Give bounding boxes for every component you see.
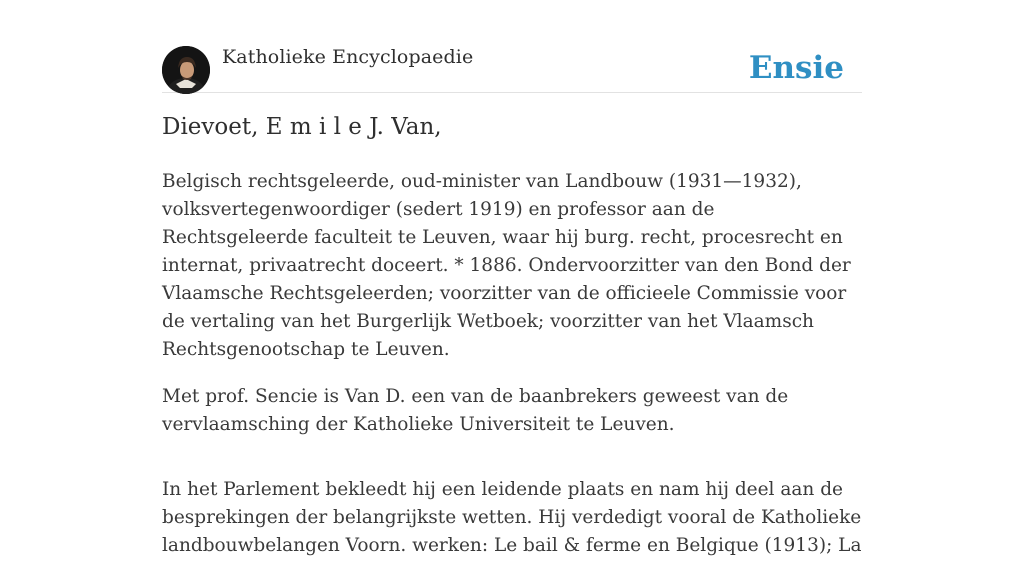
- site-title[interactable]: Katholieke Encyclopaedie: [222, 46, 474, 68]
- article-paragraph: In het Parlement bekleedt hij een leidende plaats en nam hij deel aan de besprekingen der belangrijkste wetten. Hij verdedigt vooral de Katholieke landbouwbelangen Voorn. werken: Le bail & ferme en Belgique (1913); La: [162, 479, 862, 556]
- brand-logo[interactable]: Ensie: [748, 50, 844, 86]
- article-paragraph: Met prof. Sencie is Van D. een van de baanbrekers geweest van de vervlaamsching der Katholieke Universiteit te Leuven.: [162, 386, 789, 435]
- article-paragraph: Belgisch rechtsgeleerde, oud-minister van Landbouw (1931—1932), volksvertegenwoordiger (sedert 1919) en professor aan de Rechtsgeleerde faculteit te Leuven, waar hij burg. recht, procesrecht en internat, privaatrecht doceert. * 1886. Ondervoorzitter van den Bond der Vlaamsche Rechtsgeleerden; voorzitter van de officieele Commissie voor de vertaling van het Burgerlijk Wetboek; voorzitter van het Vlaamsch Rechtsgenootschap te Leuven.: [162, 171, 851, 360]
- portrait-avatar-icon[interactable]: [162, 46, 210, 94]
- article-body: [162, 168, 862, 579]
- article-title: Dievoet, E m i l e J. Van,: [162, 114, 442, 140]
- site-header: [162, 46, 862, 93]
